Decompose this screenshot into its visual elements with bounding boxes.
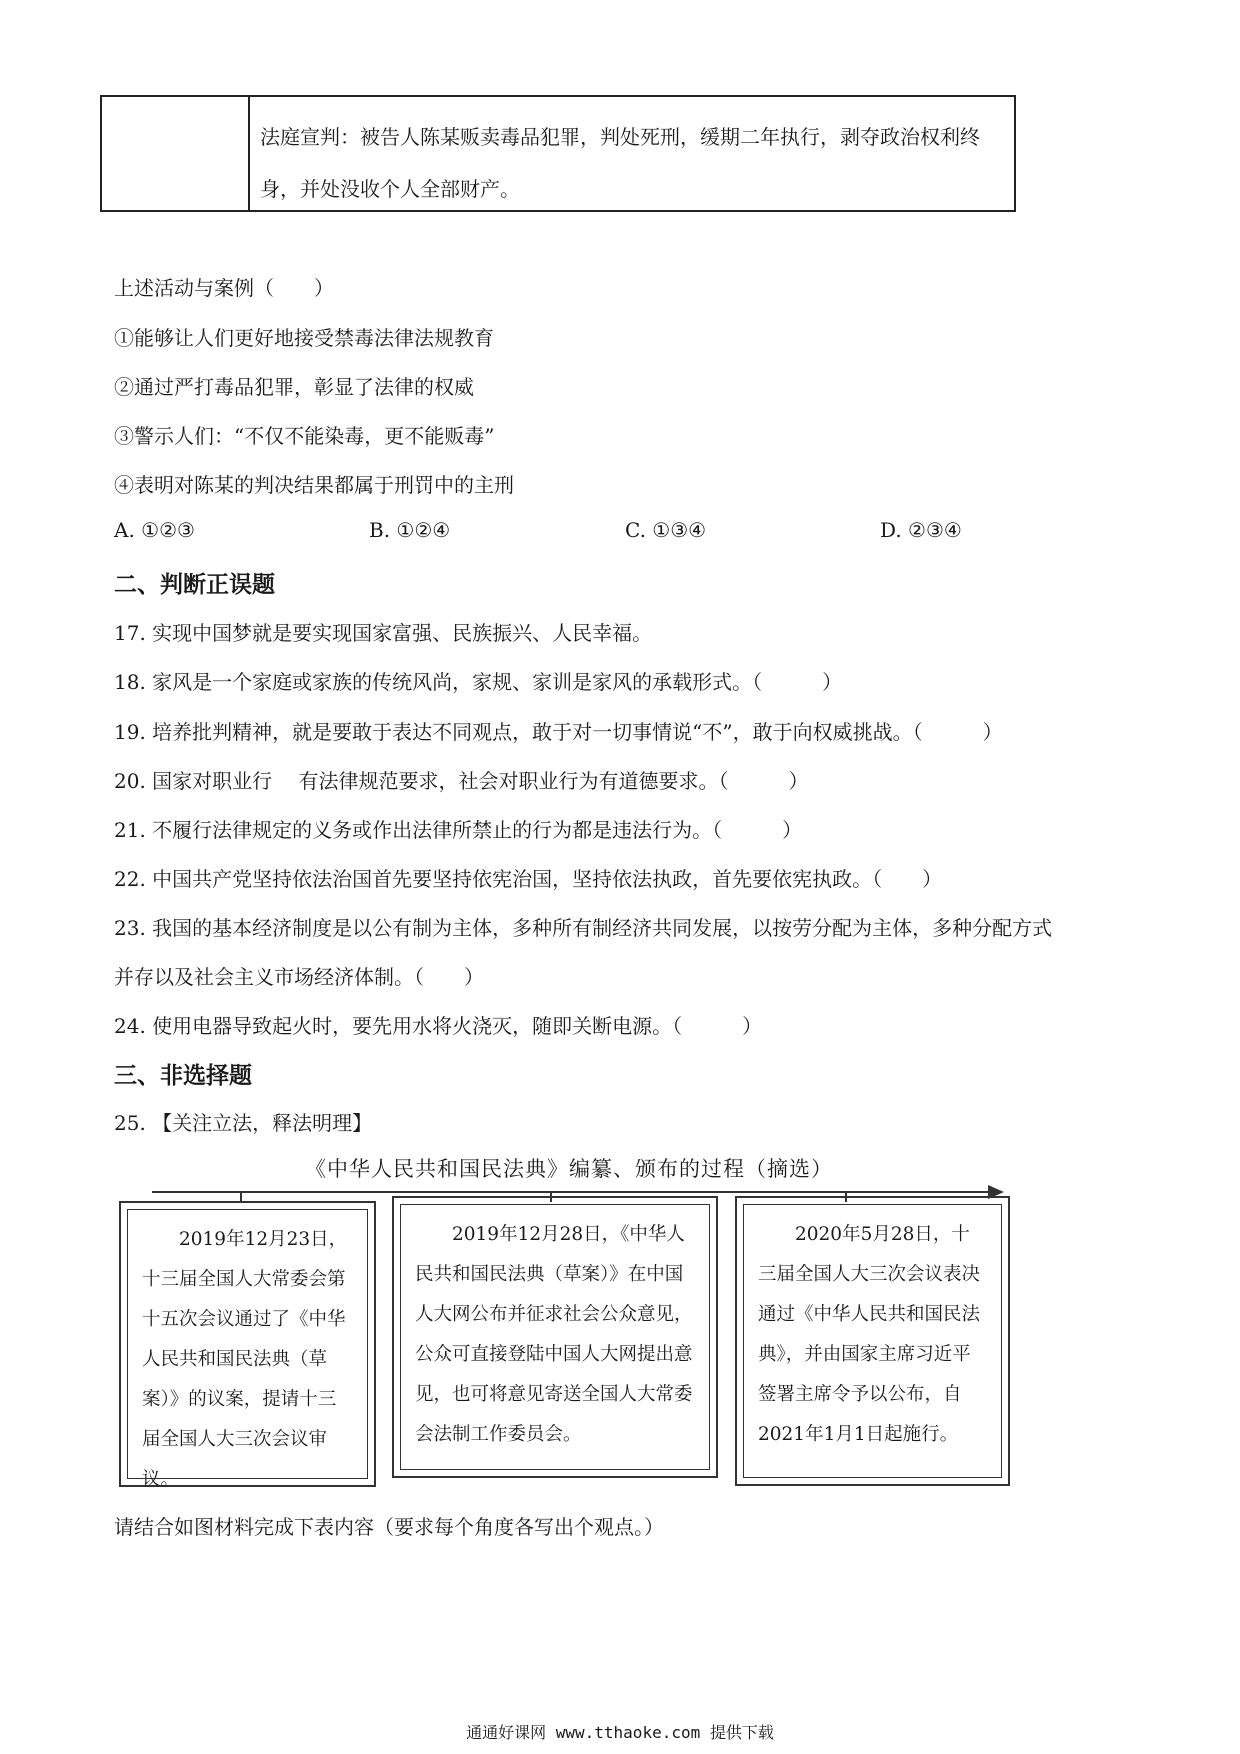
instruction-text: 请结合如图材料完成下表内容（要求每个角度各写出个观点。） <box>114 1515 664 1539</box>
item-20: 20. 国家对职业行 有法律规范要求，社会对职业行为有道德要求。（ ） <box>114 769 809 793</box>
question-stem: 上述活动与案例（ ） <box>114 276 334 300</box>
timeline-box-2-text: 2019年12月28日，《中华人民共和国民法典（草案）》在中国人大网公布并征求社会公众意见，公众可直接登陆中国人大网提出意见，也可将意见寄送全国人大常委会法制工作委员会。 <box>415 1224 693 1445</box>
timeline-box-1 <box>119 1201 376 1490</box>
statement-2: ②通过严打毒品犯罪，彰显了法律的权威 <box>114 375 474 399</box>
item-23: 23. 我国的基本经济制度是以公有制为主体，多种所有制经济共同发展，以按劳分配为主体，多种分配方式 <box>114 916 1053 940</box>
page-footer: 通通好课网 www.tthaoke.com 提供下载 <box>466 1723 774 1742</box>
option-d[interactable]: D. ②③④ <box>880 518 962 542</box>
option-c[interactable]: C. ①③④ <box>625 518 707 542</box>
case-table-verdict: 法庭宣判：被告人陈某贩卖毒品犯罪，判处死刑，缓期二年执行，剥夺政治权利终身，并处没收个人全部财产。 <box>260 125 980 201</box>
case-table <box>100 95 1016 212</box>
section2-heading: 二、判断正误题 <box>114 572 275 598</box>
statement-4: ④表明对陈某的判决结果都属于刑罚中的主刑 <box>114 473 514 497</box>
item-24: 24. 使用电器导致起火时，要先用水将火浇灭，随即关断电源。（ ） <box>114 1014 763 1038</box>
item-22: 22. 中国共产党坚持依法治国首先要坚持依宪治国，坚持依法执政，首先要依宪执政。（ ） <box>114 867 943 891</box>
item-21: 21. 不履行法律规定的义务或作出法律所禁止的行为都是违法行为。（ ） <box>114 818 803 842</box>
timeline-box-1-text: 2019年12月23日，十三届全国人大常委会第十五次会议通过了《中华人民共和国民法典（草案）》的议案，提请十三届全国人大三次会议审议。 <box>142 1229 348 1490</box>
timeline-box-2 <box>392 1196 718 1478</box>
option-b[interactable]: B. ①②④ <box>369 518 451 542</box>
timeline-box-3 <box>735 1196 1010 1486</box>
case-table-empty-cell <box>102 97 250 210</box>
item-17: 17. 实现中国梦就是要实现国家富强、民族振兴、人民幸福。 <box>114 621 653 645</box>
statement-1: ①能够让人们更好地接受禁毒法律法规教育 <box>114 326 494 350</box>
timeline-box-3-text: 2020年5月28日，十三届全国人大三次会议表决通过《中华人民共和国民法典》，并由国家主席习近平签署主席令予以公布，自2021年1月1日起施行。 <box>758 1224 981 1445</box>
q25-title: 25. 【关注立法，释法明理】 <box>114 1111 373 1135</box>
section3-heading: 三、非选择题 <box>114 1063 252 1089</box>
item-23-continued: 并存以及社会主义市场经济体制。（ ） <box>114 965 484 989</box>
item-18: 18. 家风是一个家庭或家族的传统风尚，家规、家训是家风的承载形式。（ ） <box>114 670 843 694</box>
option-a[interactable]: A. ①②③ <box>114 518 195 542</box>
statement-3: ③警示人们：“不仅不能染毒，更不能贩毒” <box>114 424 495 448</box>
timeline-axis <box>152 1191 992 1193</box>
item-19: 19. 培养批判精神，就是要敢于表达不同观点，敢于对一切事情说“不”，敢于向权威挑战。（ ） <box>114 720 1003 744</box>
figure-title: 《中华人民共和国民法典》编纂、颁布的过程（摘选） <box>305 1157 833 1181</box>
